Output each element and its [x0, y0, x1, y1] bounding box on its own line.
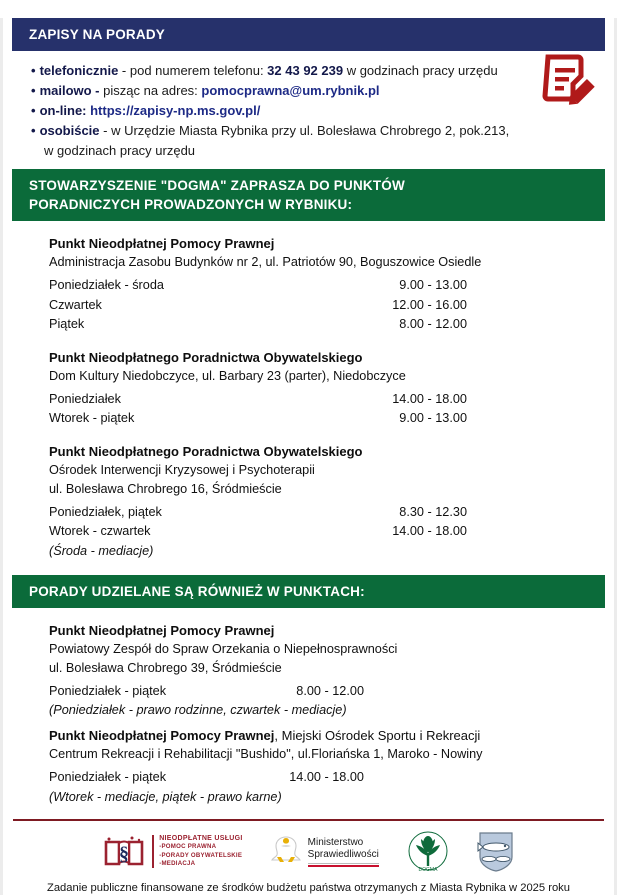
hours-time: 9.00 - 13.00: [399, 278, 467, 292]
ministry-text: [308, 837, 379, 867]
hours-time: 8.00 - 12.00: [399, 317, 467, 331]
contact-mid-email: pisząc na adres:: [103, 83, 202, 98]
point-card: [49, 621, 614, 721]
point-title: [49, 726, 614, 745]
hours-row: [49, 682, 614, 702]
hours-time: 9.00 - 13.00: [399, 411, 467, 425]
contact-mid-phone: - pod numerem telefonu:: [118, 63, 268, 78]
hours-day: Wtorek - piątek: [49, 411, 135, 425]
npp-line1: NIEODPŁATNE USŁUGI: [159, 835, 243, 843]
point-address: Powiatowy Zespół do Spraw Orzekania o Niepełnosprawności: [49, 641, 398, 656]
hours-row: [49, 315, 614, 335]
contact-line-inperson: [31, 121, 614, 141]
dogma-tree-icon: [405, 830, 451, 874]
npp-line2: -POMOC PRAWNA: [159, 843, 217, 851]
point-hours: [49, 276, 614, 335]
point-hours: [49, 390, 614, 429]
hours-day: Piątek: [49, 317, 85, 331]
hours-row: [49, 768, 614, 788]
contact-line-phone: [31, 61, 614, 81]
point-hours: [49, 768, 614, 788]
bullet-icon: •: [31, 63, 36, 78]
dogma-section-banner: [12, 169, 605, 221]
other-points-banner-title: PORADY UDZIELANE SĄ RÓWNIEŻ W PUNKTACH:: [29, 583, 365, 599]
funding-statement: Zadanie publiczne finansowane ze środków budżetu państwa otrzymanych z Miasta Rybnika w 2025 roku: [47, 881, 570, 894]
rybnik-coat-of-arms: [477, 830, 515, 874]
hours-day: Poniedziałek - piątek: [49, 683, 167, 698]
hours-time: 14.00 - 18.00: [392, 524, 467, 538]
point-address: Ośrodek Interwencji Kryzysowej i Psychoterapii: [49, 462, 315, 477]
point-address: ul. Bolesława Chrobrego 16, Śródmieście: [49, 481, 282, 496]
point-note: (Środa - mediacje): [49, 543, 154, 558]
bullet-icon: •: [31, 123, 36, 138]
document-pencil-icon: [542, 53, 596, 111]
ministry-line2: Sprawiedliwości: [307, 848, 379, 860]
npp-line3: -PORADY OBYWATELSKIE: [159, 851, 243, 859]
bullet-icon: •: [31, 103, 36, 118]
point-hours: [49, 503, 614, 542]
dogma-label: DOGMA: [418, 866, 438, 873]
svg-text:§: §: [119, 842, 130, 865]
hours-day: Poniedziałek: [49, 391, 121, 406]
footer-logos: [3, 821, 614, 878]
ministry-rule: [308, 863, 379, 867]
hours-time: 8.30 - 12.30: [399, 504, 467, 519]
hours-row: [49, 522, 614, 542]
point-address: Administracja Zasobu Budynków nr 2, ul. Patriotów 90, Boguszowice Osiedle: [49, 255, 482, 269]
point-card: [49, 442, 614, 561]
point-card: [49, 348, 614, 429]
nieodplatne-uslugi-logo: [102, 834, 242, 870]
point-note: (Wtorek - mediacje, piątek - prawo karne): [49, 789, 282, 804]
point-address: Dom Kultury Niedobczyce, ul. Barbary 23 (parter), Niedobczyce: [49, 368, 406, 383]
ministry-line1: Ministerstwo: [307, 836, 364, 848]
dogma-logo: [405, 830, 451, 874]
contact-label-inperson: osobiście: [39, 123, 100, 138]
dogma-banner-line1: STOWARZYSZENIE "DOGMA" ZAPRASZA DO PUNKTÓW: [29, 178, 405, 193]
point-card: [49, 234, 614, 335]
point-title-bold: Punkt Nieodpłatnej Pomocy Prawnej: [49, 728, 275, 743]
point-title: Punkt Nieodpłatnej Pomocy Prawnej: [49, 622, 275, 638]
signup-banner: [12, 18, 605, 51]
contact-online-url[interactable]: https://zapisy-np.ms.gov.pl/: [90, 103, 261, 118]
hours-row: [49, 409, 614, 429]
npp-line4: -MEDIACJA: [159, 859, 196, 867]
contact-label-email: mailowo -: [39, 83, 104, 98]
point-title-suffix: , Miejski Ośrodek Sportu i Rekreacji: [274, 728, 481, 743]
hours-time: 12.00 - 16.00: [392, 297, 467, 312]
contact-label-phone: telefonicznie: [39, 63, 119, 78]
contact-line-email: [31, 81, 614, 101]
hours-row: [49, 296, 614, 316]
contact-line-inperson-continuation: w godzinach pracy urzędu: [44, 143, 196, 158]
hours-time: 14.00 - 18.00: [289, 770, 364, 784]
point-address: Centrum Rekreacji i Rehabilitacji "Bushido", ul.Floriańska 1, Maroko - Nowiny: [49, 747, 483, 761]
hours-day: Poniedziałek - środa: [49, 278, 164, 292]
signup-banner-title: ZAPISY NA PORADY: [29, 27, 165, 42]
hours-day: Poniedziałek, piątek: [49, 504, 162, 519]
contact-mid-inperson: - w Urzędzie Miasta Rybnika przy ul. Bolesława Chrobrego 2, pok.213,: [99, 123, 510, 138]
dogma-banner-line2: PORADNICZYCH PROWADZONYCH W RYBNIKU:: [29, 197, 353, 212]
contact-line-online: [31, 101, 614, 121]
point-card: [49, 726, 614, 807]
contact-phone-number: 32 43 92 239: [267, 63, 344, 78]
rybnik-shield-icon: [477, 830, 515, 874]
dogma-points-section: [3, 234, 614, 561]
hours-time: 8.00 - 12.00: [296, 683, 364, 698]
point-title: Punkt Nieodpłatnej Pomocy Prawnej: [49, 236, 275, 251]
hours-day: Wtorek - czwartek: [49, 524, 151, 538]
contact-label-online: on-line:: [39, 103, 91, 118]
other-points-section: [3, 621, 614, 807]
hours-time: 14.00 - 18.00: [392, 391, 467, 406]
point-note: (Poniedziałek - prawo rodzinne, czwartek - mediacje): [49, 703, 347, 717]
polish-eagle-icon: [269, 833, 303, 871]
poster-page: [0, 18, 617, 895]
ministerstwo-sprawiedliwosci-logo: [269, 833, 379, 871]
bullet-icon: •: [31, 83, 36, 98]
nieodplatne-uslugi-text: [152, 835, 242, 868]
point-title: Punkt Nieodpłatnego Poradnictwa Obywatelskiego: [49, 349, 363, 365]
other-points-banner: [12, 575, 605, 608]
point-address: ul. Bolesława Chrobrego 39, Śródmieście: [49, 660, 282, 675]
hours-day: Poniedziałek - piątek: [49, 770, 167, 784]
point-hours: [49, 682, 614, 702]
hours-day: Czwartek: [49, 297, 102, 312]
point-title: Punkt Nieodpłatnego Poradnictwa Obywatelskiego: [49, 443, 363, 459]
contact-email-address[interactable]: pomocprawna@um.rybnik.pl: [201, 83, 380, 98]
hours-row: [49, 390, 614, 410]
paragraph-book-icon: [102, 834, 146, 870]
contact-methods-block: [3, 51, 614, 169]
hours-row: [49, 503, 614, 523]
hours-row: [49, 276, 614, 296]
contact-tail-phone: w godzinach pracy urzędu: [343, 63, 498, 78]
